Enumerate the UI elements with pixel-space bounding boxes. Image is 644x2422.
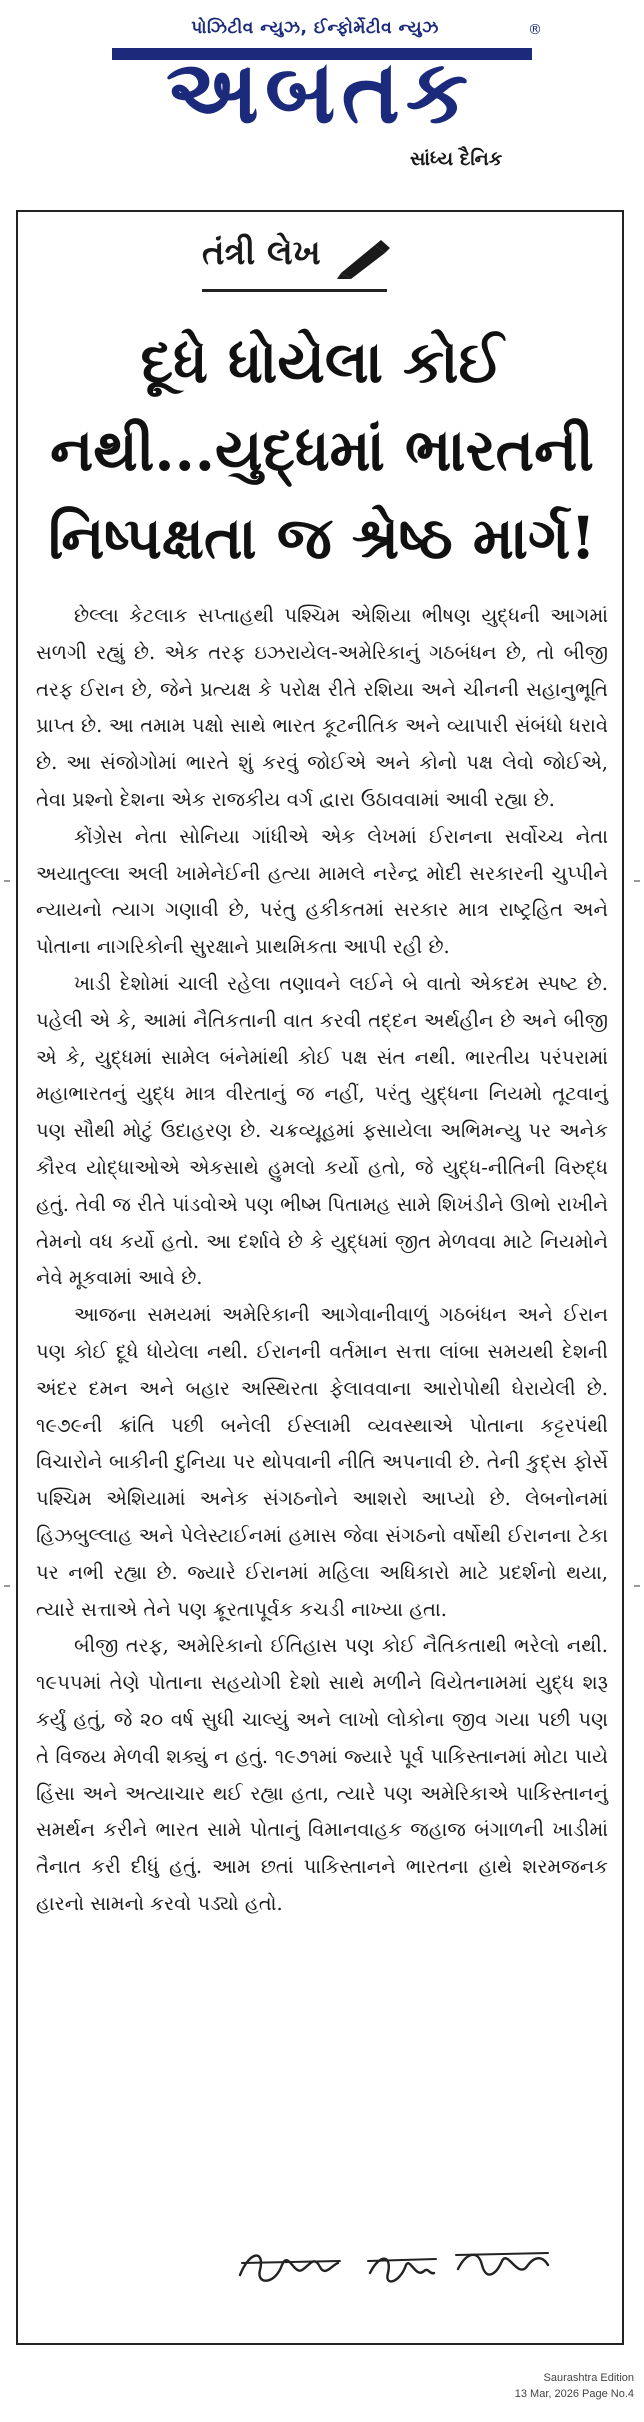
date-page: 13 Mar, 2026 Page No.4 [514, 2388, 634, 2400]
edition-info [0, 2370, 634, 2402]
paragraph: બીજી તરફ, અમેરિકાનો ઈતિહાસ પણ કોઈ નૈતિકતાથી ભરેલો નથી. ૧૯૫૫માં તેણે પોતાના સહયોગી દેશો સાથે મળીને વિયેતનામમાં યુદ્ધ શરૂ કર્યું હતું, જે ૨૦ વર્ષ સુધી ચાલ્યું અને લાખો લોકોના જીવ ગયા પછી પણ તે વિજય મેળવી શક્યું ન હતું. ૧૯૭૧માં જ્યારે પૂર્વ પાકિસ્તાનમાં મોટા પાયે હિંસા અને અત્યાચાર થઈ રહ્યા હતા, ત્યારે પણ અમેરિકાએ પાકિસ્તાનનું સમર્થન કરીને ભારત સામે પોતાનું વિમાનવાહક જહાજ બંગાળની ખાડીમાં તૈનાત કરી દીધું હતું. આમ છતાં પાકિસ્તાનને ભારતના હાથે શરમજનક હારનો સામનો કરવો પડ્યો હતો. [36, 1634, 608, 1915]
section-tag [202, 225, 387, 292]
headline: દૂધે ધોયેલા કોઈ નથી...યુદ્ધમાં ભારતની નિષ્પક્ષતા જ શ્રેષ્ઠ માર્ગ! [48, 328, 596, 572]
edition-type: સાંધ્ય દૈનિક [410, 148, 503, 170]
margin-mark [634, 1585, 640, 1587]
paragraph: છેલ્લા કેટલાક સપ્તાહથી પશ્ચિમ એશિયા ભીષણ યુદ્ધની આગમાં સળગી રહ્યું છે. એક તરફ ઇઝરાયેલ-અમેરિકાનું ગઠબંધન છે, તો બીજી તરફ ઈરાન છે, જેને પ્રત્યક્ષ કે પરોક્ષ રીતે રશિયા અને ચીનની સહાનુભૂતિ પ્રાપ્ત છે. આ તમામ પક્ષો સાથે ભારત કૂટનીતિક અને વ્યાપારી સંબંધો ધરાવે છે. આ સંજોગોમાં ભારતે શું કરવું જોઈએ અને કોનો પક્ષ લેવો જોઈએ, તેવા પ્રશ્નો દેશના એક રાજકીય વર્ગ દ્વારા ઉઠાવવામાં આવી રહ્યા છે. [36, 604, 608, 811]
paragraph: ખાડી દેશોમાં ચાલી રહેલા તણાવને લઈને બે વાતો એકદમ સ્પષ્ટ છે. પહેલી એ કે, આમાં નૈતિકતાની વાત કરવી તદ્દન અર્થહીન છે અને બીજી એ કે, યુદ્ધમાં સામેલ બંનેમાંથી કોઈ પક્ષ સંત નથી. ભારતીય પરંપરામાં મહાભારતનું યુદ્ધ માત્ર વીરતાનું જ નહીં, પરંતુ યુદ્ધના નિયમો તૂટવાનું પણ સૌથી મોટું ઉદાહરણ છે. ચક્રવ્યૂહમાં ફસાયેલા અભિમન્યુ પર અનેક કૌરવ યોદ્ધાઓએ એકસાથે હુમલો કર્યો હતો, જે યુદ્ધ-નીતિની વિરુદ્ધ હતું. તેવી જ રીતે પાંડવોએ પણ ભીષ્મ પિતામહ સામે શિખંડીને ઊભો રાખીને તેમનો વધ કર્યો હતો. આ દર્શાવે છે કે યુદ્ધમાં જીત મેળવવા માટે નિયમોને નેવે મૂકવામાં આવે છે. [36, 971, 608, 1290]
paragraph: આજના સમયમાં અમેરિકાની આગેવાનીવાળું ગઠબંધન અને ઈરાન પણ કોઈ દૂધે ધોયેલા નથી. ઈરાનની વર્તમાન સત્તા લાંબા સમયથી દેશની અંદર દમન અને બહાર અસ્થિરતા ફેલાવવાના આરોપોથી ઘેરાયેલી છે. ૧૯૭૯ની ક્રાંતિ પછી બનેલી ઈસ્લામી વ્યવસ્થાએ પોતાના કટ્ટરપંથી વિચારોને બાકીની દુનિયા પર થોપવાની નીતિ અપનાવી છે. તેની કુદ્સ ફોર્સે પશ્ચિમ એશિયામાં અનેક સંગઠનોને આશરો આપ્યો છે. લેબનોનમાં હિઝબુલ્લાહ અને પેલેસ્ટાઈનમાં હમાસ જેવા સંગઠનો વર્ષોથી ઈરાનના ટેકા પર નભી રહ્યા છે. જ્યારે ઈરાનમાં મહિલા અધિકારો માટે પ્રદર્શનો થયા, ત્યારે સત્તાએ તેને પણ ક્રૂરતાપૂર્વક કચડી નાખ્યા હતા. [36, 1303, 608, 1621]
article-body [36, 598, 608, 1923]
pen-icon [335, 239, 391, 279]
paragraph: કોંગ્રેસ નેતા સોનિયા ગાંધીએ એક લેખમાં ઈરાનના સર્વોચ્ચ નેતા અયાતુલ્લા અલી ખામેનેઈની હત્યા મામલે નરેન્દ્ર મોદી સરકારની ચુપ્પીને ન્યાયનો ત્યાગ ગણાવી છે, પરંતુ હકીકતમાં સરકાર માત્ર રાષ્ટ્રહિત અને પોતાના નાગરિકોની સુરક્ષાને પ્રાથમિકતા આપી રહી છે. [36, 824, 608, 959]
margin-mark [4, 1585, 10, 1587]
logo: અબતક [166, 40, 474, 143]
editor-signature [230, 2235, 560, 2305]
registered-mark: ® [528, 22, 542, 38]
tagline: પોઝિટીવ ન્યુઝ, ઈન્ફોર્મેટીવ ન્યુઝ [191, 18, 439, 38]
margin-mark [634, 880, 640, 882]
edition-name: Saurashtra Edition [543, 2372, 634, 2384]
masthead [0, 0, 644, 195]
section-label: તંત્રી લેખ [202, 233, 321, 273]
margin-mark [4, 880, 10, 882]
